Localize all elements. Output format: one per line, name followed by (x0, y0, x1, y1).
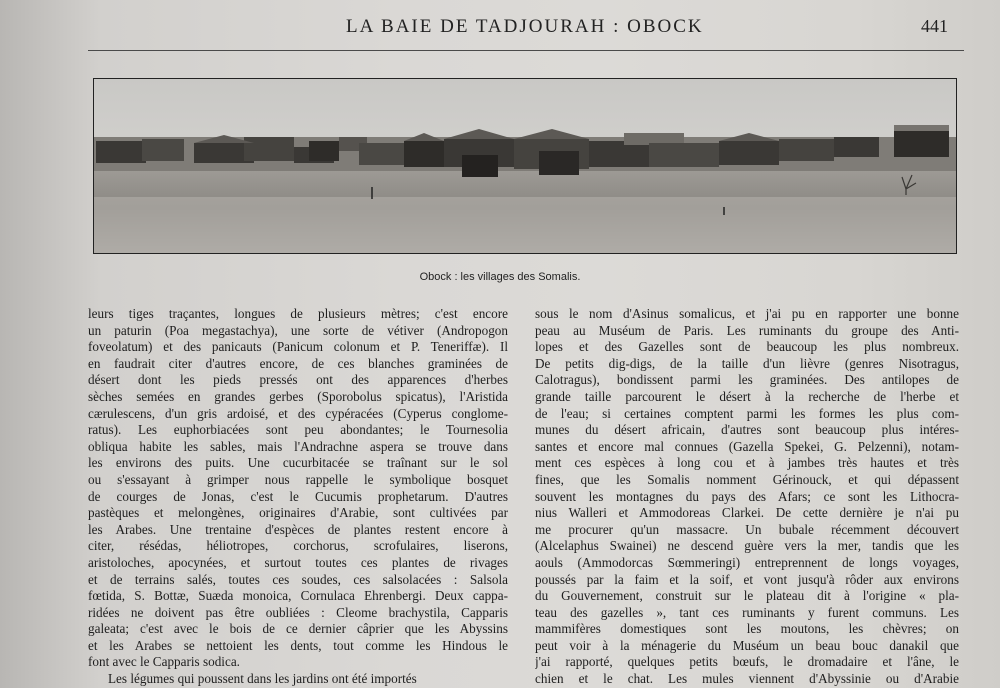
text-line: les environs des puits. Une cucurbitacée se traînant sur le sol (88, 455, 508, 471)
text-line: fœtida, S. Bottæ, Suæda monoica, Cornulaca Ehrenbergi. Deux cappa- (88, 588, 508, 604)
text-line: de l'eau; si certaines comptent parmi les formes les plus com- (535, 405, 959, 421)
text-line: un paturin (Poa megastachya), une sorte de vétiver (Andropogon (88, 322, 508, 338)
text-line: et de terrains salés, toutes ces soudes, ces salsolacées : Salsola (88, 571, 508, 587)
text-line: sèches semées en grandes gerbes (Sporobolus spicatus), l'Aristida (88, 388, 508, 404)
text-line: poussés par la faim et la soif, et vont jusqu'à rôder aux environs (535, 571, 959, 587)
text-line: désert dont les pieds pressés ont des apparences d'herbes (88, 372, 508, 388)
text-line: teau des gazelles », tant ces ruminants y furent communs. Les (535, 604, 959, 620)
running-header (340, 16, 960, 42)
text-line: sous le nom d'Asinus somalicus, et j'ai pu en rapporter une bonne (535, 306, 959, 321)
text-line: (Alcelaphus Swainei) ne descend guère vers la mer, tandis que les (535, 538, 959, 554)
text-line: du Gouvernement, construit sur le plateau dit à l'origine « pla- (535, 588, 959, 604)
text-line: santes et encore mal connues (Gazella Spekei, G. Pelzenni), notam- (535, 438, 959, 454)
text-line: fines, que les Somalis nomment Gérinouck, et qui dépassent (535, 471, 959, 487)
text-line: ridées ne doivent pas être oubliées : Cleome brachystila, Capparis (88, 604, 508, 620)
text-line: grande taille parcourent le désert à la recherche de l'herbe et (535, 388, 959, 404)
text-line: lopes et des Gazelles sont de beaucoup les plus nombreux. (535, 339, 959, 355)
text-line: aristoloches, apocynées, et surtout toutes ces plantes de rivages (88, 554, 508, 570)
text-line: galeata; c'est avec le bois de ce dernier câprier que les Abyssins (88, 621, 508, 637)
text-line: leurs tiges traçantes, longues de plusieurs mètres; c'est encore (88, 306, 508, 321)
text-line: souvent les montagnes du pays des Afars; ce sont les Lithocra- (535, 488, 959, 504)
page-number: 441 (921, 16, 948, 36)
text-line: et les Arabes se nettoient les dents, tout comme les Hindous le (88, 637, 508, 653)
text-line: j'ai rapporté, quelques petits bœufs, le dromadaire et l'âne, le (535, 654, 959, 670)
figure-caption: Obock : les villages des Somalis. (419, 271, 581, 283)
text-line: pastèques et melongènes, originaires d'Arabie, sont cultivées par (88, 505, 508, 521)
text-line: les Arabes. Une trentaine d'espèces de plantes restent encore à (88, 521, 508, 537)
running-title: LA BAIE DE TADJOURAH : OBOCK (346, 16, 704, 37)
header-rule (88, 50, 964, 51)
text-line: ment ces espèces à long cou et à jambes très hautes et très (535, 455, 959, 471)
text-line: nius Walleri et Ammodoreas Clarkei. De cette dernière je n'ai pu (535, 505, 959, 521)
right-text-column (535, 306, 959, 688)
text-line: de courges de Jonas, c'est le Cucumis prophetarum. D'autres (88, 488, 508, 504)
text-line: mammifères domestiques sont les moutons, les chèvres; on (535, 621, 959, 637)
photograph-illustration (94, 79, 956, 253)
text-line: citer, résédas, héliotropes, corchorus, scrofulaires, liserons, (88, 538, 508, 554)
text-line: me procurer qu'un massacre. Un bubale récemment découvert (535, 521, 959, 537)
text-line: Calotragus), bondissent parmi les graminées. Des antilopes de (535, 372, 959, 388)
text-line: Les légumes qui poussent dans les jardins ont été importés (108, 671, 417, 687)
text-line: ou s'essayant à grimper nous rappelle le symbolique bosquet (88, 471, 508, 487)
text-line: peau au Muséum de Paris. Les ruminants du groupe des Anti- (535, 322, 959, 338)
text-line: aouls (Ammodorcas Sœmmeringi) entreprennent de longs voyages, (535, 554, 959, 570)
text-line: ratus). Les euphorbiacées sont peu abondantes; le Tournesolia (88, 422, 508, 438)
text-line: munes du désert africain, d'autres sont beaucoup plus intéres- (535, 422, 959, 438)
text-line: peut voir à la ménagerie du Muséum un beau bouc danakil que (535, 637, 959, 653)
text-line: en faudrait citer d'autres encore, de ces blanches graminées de (88, 355, 508, 371)
text-line: cærulescens, d'un gris ardoisé, et des cypéracées (Cyperus conglome- (88, 405, 508, 421)
text-line: chien et le chat. Les mules viennent d'Abyssinie ou d'Arabie (535, 671, 959, 687)
left-text-column (88, 306, 508, 688)
text-line: font avec le Capparis sodica. (88, 654, 240, 670)
text-line: obliqua habite les sables, mais l'Andrachne aspera se trouve dans (88, 438, 508, 454)
text-line: foveolatum) et des panicauts (Panicum colonum et P. Teneriffæ). Il (88, 339, 508, 355)
text-line: De petits dig-digs, de la taille d'un lièvre (genres Nisotragus, (535, 355, 959, 371)
village-photograph (93, 78, 957, 254)
